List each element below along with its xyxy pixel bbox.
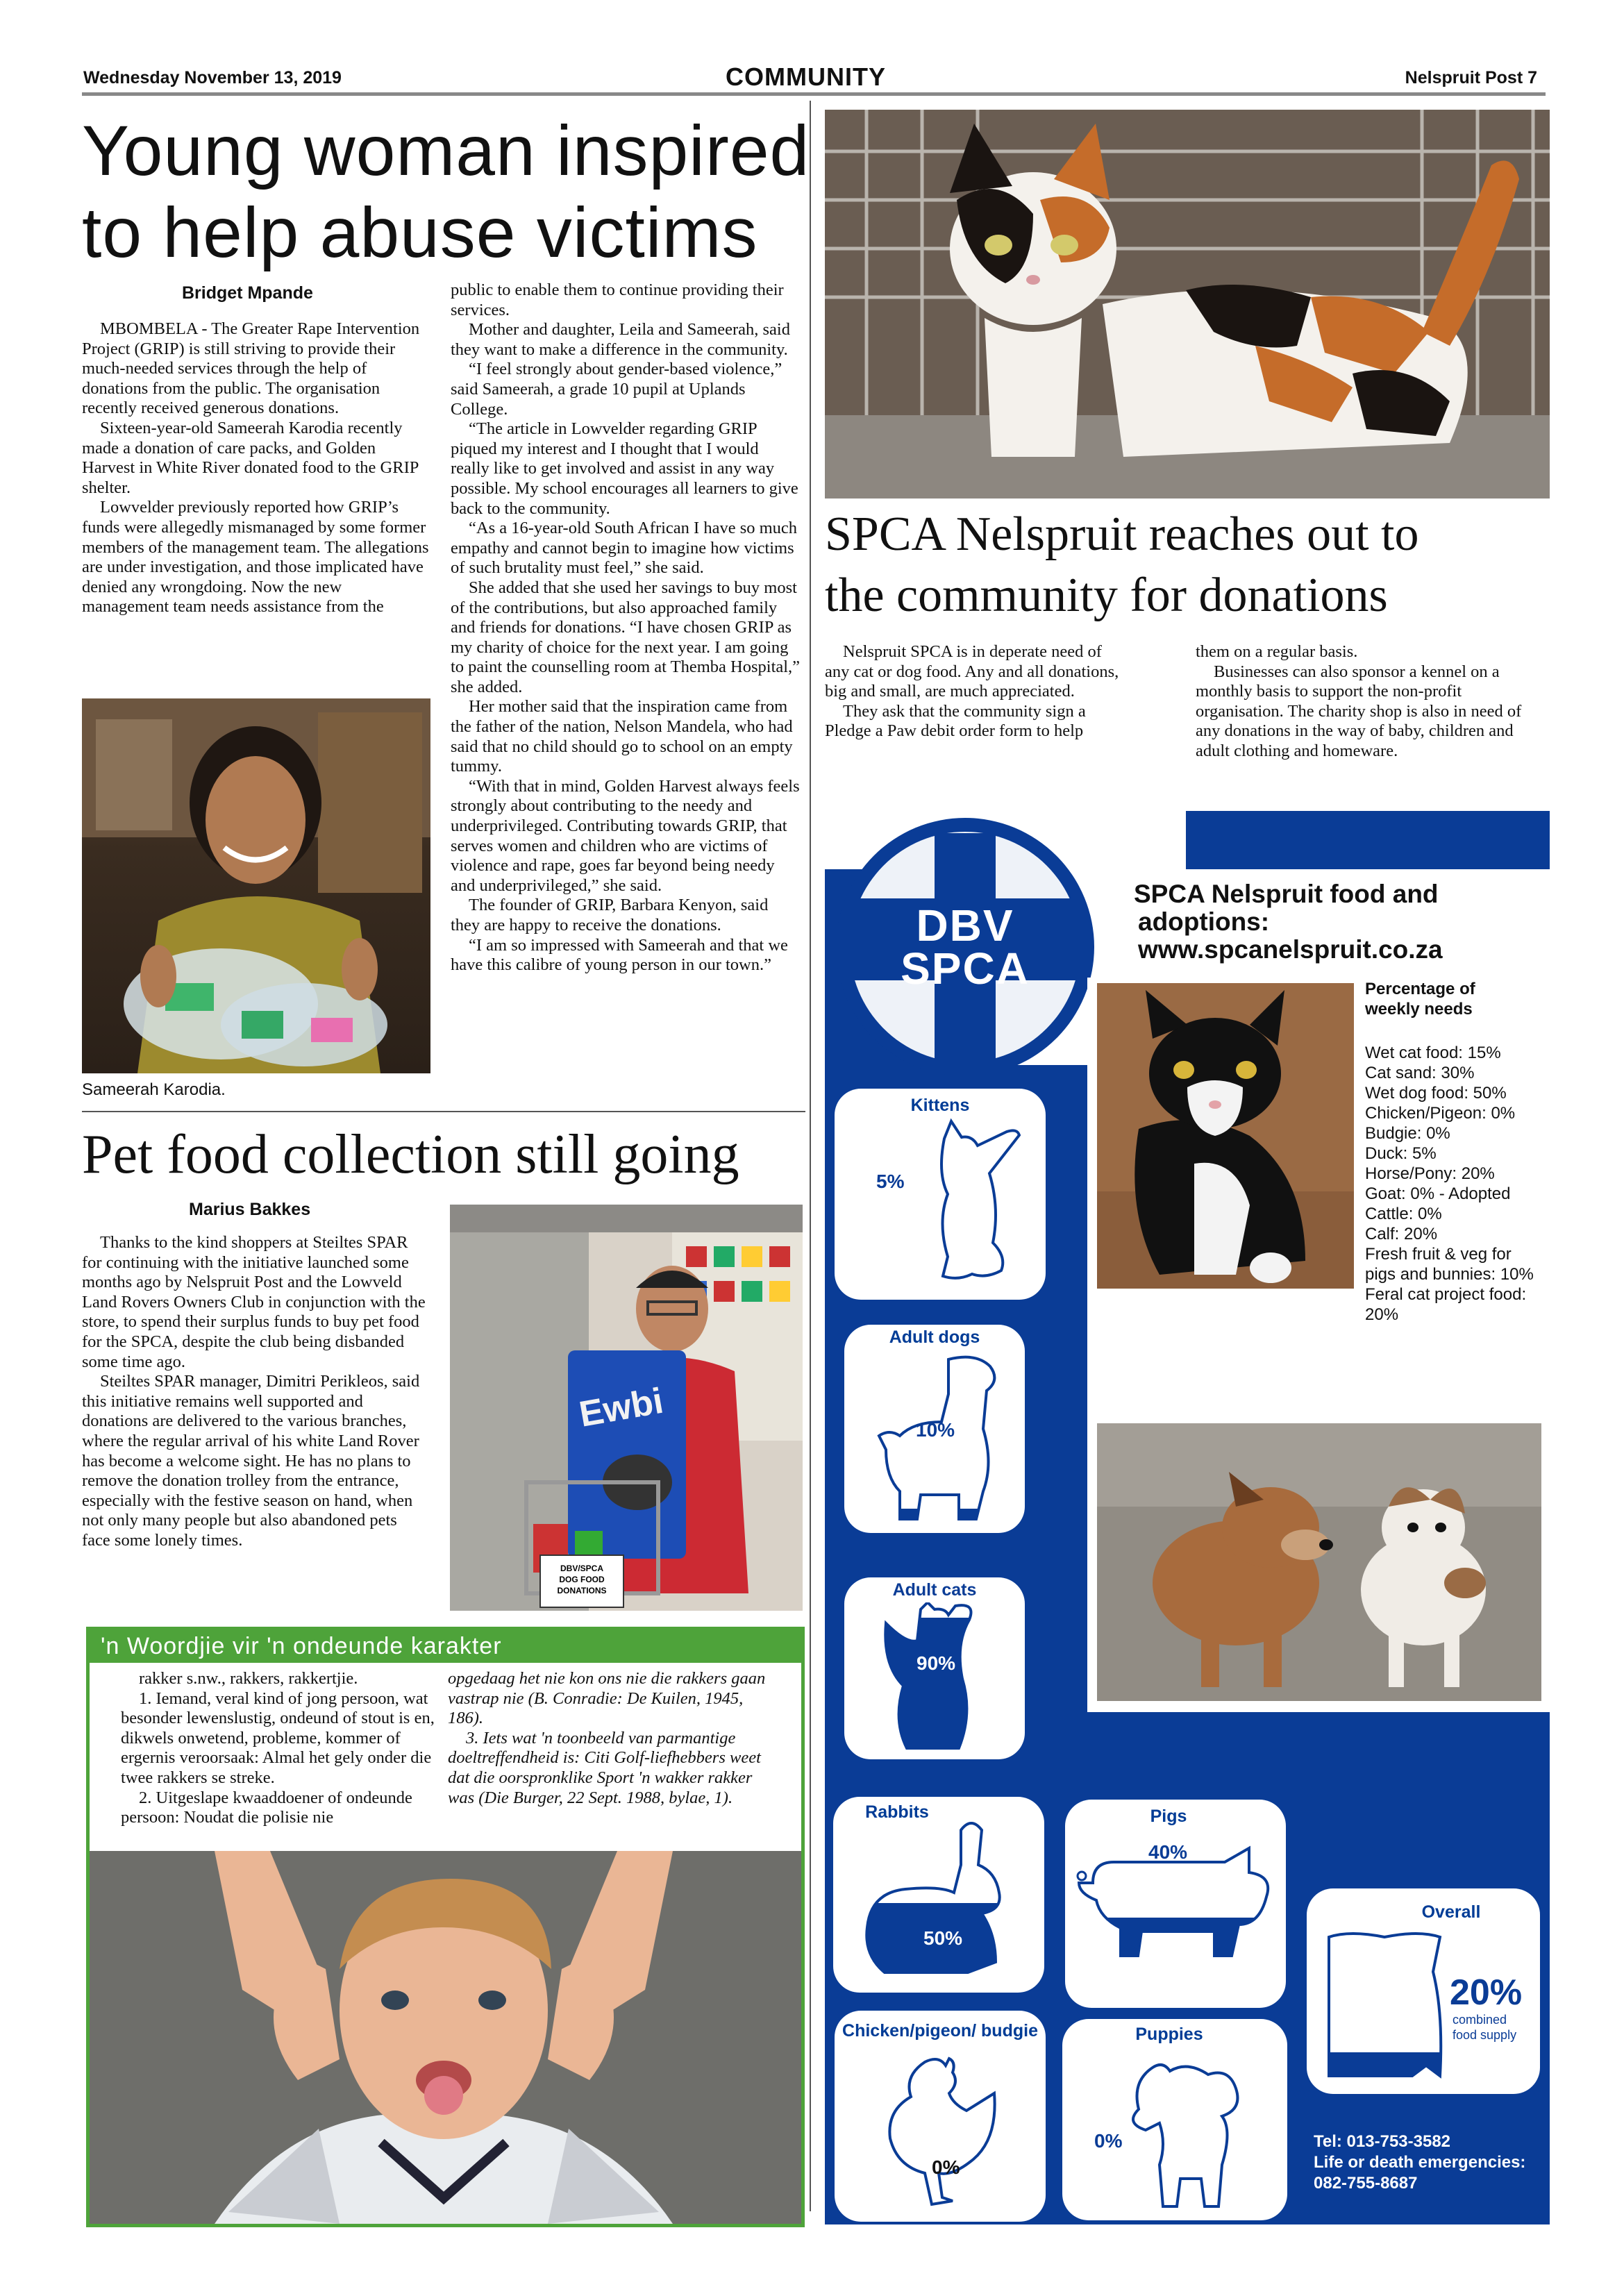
grip-col2-p7: “With that in mind, Golden Harvest always feels strongly about contributing to the needy and underprivileged. Contributing towards GRIP, that serves women and children who are victims of violence and rape, goes far beyond being needy and underprivileged,” she said.: [451, 776, 800, 895]
dbv-spca-logo: [833, 815, 1097, 1079]
rabbits-pct: 50%: [923, 1927, 963, 1949]
petfood-p2: Steiltes SPAR manager, Dimitri Perikleos, said this initiative remains well supported and donations are delivered to the various branches, where the regular arrival of his white Land Rover has become a welcome sight. He has no plans to remove the donation trolley from the entrance, especially with the festive season on hand, when not only many people but also abandoned pets face some lonely times.: [82, 1372, 420, 1550]
grip-col2-p5: She added that she used her savings to buy most of the contributions, but also approached family and friends for donations. “I have chosen GRIP as my charity of choice for the next year. I am going to paint the counselling room at Themba Hospital,” she added.: [451, 578, 801, 696]
grip-bottom-rule: [82, 1111, 805, 1112]
needs-item: Fresh fruit & veg for pigs and bunnies: 10%: [1365, 1245, 1534, 1284]
adult-cats-pct: 90%: [916, 1652, 956, 1674]
contact-emergency-phone[interactable]: 082-755-8687: [1314, 2174, 1418, 2193]
infographic-title: [1134, 880, 1443, 964]
petfood-byline: Marius Bakkes: [189, 1200, 311, 1219]
calico-cat-photo: [825, 110, 1550, 498]
pigs-panel: [1065, 1800, 1286, 2008]
grip-headline-line2: to help abuse victims: [82, 193, 758, 272]
grip-col2-p4: “As a 16-year-old South African I have so much empathy and cannot begin to imagine how victims of such brutality must feel,” she said.: [451, 519, 798, 578]
spca-headline-line1: SPCA Nelspruit reaches out to: [825, 508, 1419, 561]
logo-line2: SPCA: [901, 944, 1030, 994]
chicken-pct: 0%: [932, 2156, 960, 2178]
contact-emergency-label: Life or death emergencies:: [1314, 2153, 1526, 2172]
adult-dogs-pct: 10%: [916, 1419, 955, 1441]
needs-item: Cat sand: 30%: [1365, 1064, 1475, 1082]
needs-list: [1365, 1043, 1539, 1325]
kittens-title: Kittens: [910, 1096, 970, 1115]
needs-item: Cattle: 0%: [1365, 1205, 1442, 1223]
grip-col2-p9: “I am so impressed with Sameerah and that we have this calibre of young person in our town.”: [451, 935, 788, 975]
folio-date: Wednesday November 13, 2019: [83, 68, 342, 87]
needs-item: Wet cat food: 15%: [1365, 1044, 1501, 1062]
grip-col2: [451, 280, 801, 975]
pigs-title: Pigs: [1150, 1807, 1187, 1826]
pigs-pct: 40%: [1148, 1841, 1188, 1863]
spca-headline: [825, 504, 1418, 626]
spca-infographic: [825, 811, 1550, 2224]
needs-heading: Percentage of weekly needs: [1365, 980, 1475, 1019]
spca-headline-line2: the community for donations: [825, 569, 1388, 622]
chicken-icon: [883, 2055, 1001, 2215]
svg-text:DONATIONS: DONATIONS: [557, 1586, 607, 1595]
woordjie-header: 'n Woordjie vir 'n ondeunde karakter: [90, 1630, 801, 1663]
dogs-illustration: [1097, 1423, 1541, 1701]
woordjie-col1-p2: 1. Iemand, veral kind of jong persoon, wat besonder lewenslustig, ondeund of stout is en, dikwels onwetend, probleme, kommer of ergernis veroorsaak: Almal het gely onder die twee rakkers se streke.: [121, 1689, 435, 1787]
woordjie-col2: [448, 1669, 781, 1808]
logo-line1: DBV: [916, 900, 1014, 950]
grip-headline: [82, 110, 810, 274]
boy-photo: [90, 1851, 801, 2224]
svg-text:Ewbi: Ewbi: [576, 1380, 667, 1435]
logo-text: [833, 900, 1097, 994]
needs-item: Calf: 20%: [1365, 1225, 1438, 1243]
grip-col2-p0: public to enable them to continue providing their services.: [451, 280, 784, 319]
grip-col2-p1: Mother and daughter, Leila and Sameerah, said they want to make a difference in the community.: [451, 320, 790, 359]
kitten-icon: [923, 1118, 1035, 1291]
needs-item: Horse/Pony: 20%: [1365, 1164, 1495, 1183]
needs-item: Goat: 0% - Adopted: [1365, 1184, 1511, 1203]
overall-pct: 20%: [1450, 1972, 1523, 2013]
sameerah-photo-illustration: [82, 698, 430, 1073]
grip-col2-p3: “The article in Lowvelder regarding GRIP piqued my interest and I thought that I would really like to get involved and assist in any way possible. My school encourages all learners to give back to the community.: [451, 419, 798, 518]
grip-headline-line1: Young woman inspired: [82, 111, 810, 190]
rabbits-title: Rabbits: [865, 1802, 929, 1822]
food-bag-icon: [1322, 1930, 1447, 2083]
spca-col1-p2: They ask that the community sign a Pledge a Paw debit order form to help: [825, 701, 1086, 741]
petfood-p1: Thanks to the kind shoppers at Steiltes SPAR for continuing with the initiative launched some months ago by Nelspruit Post and the Lowveld Land Rovers Owners Club in conjunction with the store, to spend their surplus funds to buy pet food for the SPCA, despite the club being disbanded some time ago.: [82, 1233, 426, 1371]
overall-title: Overall: [1421, 1902, 1481, 1922]
needs-item: Budgie: 0%: [1365, 1124, 1450, 1143]
grip-col2-p2: “I feel strongly about gender-based violence,” said Sameerah, a grade 10 pupil at Uplands College.: [451, 360, 782, 419]
kittens-pct: 5%: [876, 1171, 905, 1192]
dogs-photo: [1097, 1423, 1541, 1701]
grip-col1-p3: Lowvelder previously reported how GRIP’s funds were allegedly mismanaged by some former members of the management team. The allegations are under investigation, and those implicated have denied any wrongdoing. Now the new management team needs assistance from the: [82, 498, 429, 617]
dimitri-photo-illustration: [450, 1205, 803, 1611]
grip-col2-p8: The founder of GRIP, Barbara Kenyon, said they are happy to receive the donations.: [451, 896, 769, 935]
contact-block: [1314, 2131, 1525, 2194]
svg-text:DOG FOOD: DOG FOOD: [559, 1575, 605, 1584]
woordjie-col1-p1: rakker s.nw., rakkers, rakkertjie.: [139, 1669, 358, 1688]
rabbits-panel: [833, 1797, 1044, 1993]
folio-page: Nelspruit Post 7: [1405, 68, 1537, 87]
spca-col2-p2: Businesses can also sponsor a kennel on a monthly basis to support the non-profit organisation. The charity shop is also in need of any donations in the way of baby, children and adult clothing and homeware.: [1196, 662, 1522, 760]
adult-dogs-title: Adult dogs: [889, 1327, 980, 1347]
adult-cats-panel: [844, 1577, 1025, 1759]
sameerah-photo: [82, 698, 430, 1073]
petfood-headline: Pet food collection still going: [82, 1124, 739, 1185]
overall-panel: [1307, 1888, 1540, 2094]
adult-cat-icon: [879, 1602, 1011, 1755]
spca-col1-p1: Nelspruit SPCA is in deperate need of any cat or dog food. Any and all donations, big and small, are much appreciated.: [825, 642, 1119, 701]
needs-item: Wet dog food: 50%: [1365, 1084, 1507, 1103]
spca-col2-p1: them on a regular basis.: [1196, 642, 1358, 661]
petfood-body: [82, 1233, 429, 1551]
infographic-url[interactable]: www.spcanelspruit.co.za: [1138, 935, 1443, 964]
woordjie-col2-p1: opgedaag het nie kon ons nie die rakkers gaan vastrap nie (B. Conradie: De Kuilen, 1945, 186).: [448, 1669, 766, 1728]
grip-byline: Bridget Mpande: [182, 283, 313, 303]
grip-col1-p2: Sixteen-year-old Sameerah Karodia recently made a donation of care packs, and Golden Harvest in White River donated food to the GRIP shelter.: [82, 418, 419, 497]
puppies-pct: 0%: [1094, 2130, 1123, 2152]
contact-phone[interactable]: Tel: 013-753-3582: [1314, 2132, 1451, 2151]
chicken-title: Chicken/pigeon/ budgie: [842, 2021, 1038, 2041]
needs-item: Duck: 5%: [1365, 1144, 1437, 1163]
spca-col2: [1196, 642, 1550, 762]
infographic-title-line2: adoptions:: [1138, 907, 1270, 936]
grip-col1-p1: MBOMBELA - The Greater Rape Intervention Project (GRIP) is still striving to provide their much-needed services through the help of donations from the public. The organisation recently received generous donations.: [82, 319, 420, 418]
puppies-panel: [1062, 2019, 1287, 2220]
overall-sub: combined food supply: [1453, 2013, 1517, 2042]
needs-item: Chicken/Pigeon: 0%: [1365, 1104, 1516, 1123]
dimitri-photo: [450, 1205, 803, 1611]
kittens-panel: [835, 1089, 1046, 1300]
puppy-icon: [1118, 2054, 1257, 2213]
calico-cat-illustration: [825, 110, 1550, 498]
infographic-title-line1: SPCA Nelspruit food and: [1134, 880, 1439, 908]
kitten-illustration: [1097, 983, 1354, 1289]
svg-text:DBV/SPCA: DBV/SPCA: [560, 1564, 604, 1573]
woordjie-col2-p2: 3. Iets wat 'n toonbeeld van parmantige doeltreffendheid is: Citi Golf-liefhebbers weet dat die oorspronklike Sport 'n wakker rakker was (Die Burger, 22 Sept. 1988, bylae, 1).: [448, 1728, 761, 1807]
boy-photo-illustration: [90, 1851, 801, 2224]
woordjie-box: [86, 1627, 805, 2227]
spca-col1: [825, 642, 1120, 741]
woordjie-col1-p3: 2. Uitgeslape kwaaddoener of ondeunde persoon: Noudat die polisie nie: [121, 1788, 412, 1827]
adult-dogs-panel: [844, 1325, 1025, 1533]
chicken-panel: [835, 2011, 1046, 2222]
grip-col1: [82, 319, 429, 617]
grip-col2-p6: Her mother said that the inspiration came from the father of the nation, Nelson Mandela, who had said that no child should go to school on an empty tummy.: [451, 697, 793, 776]
column-rule: [810, 101, 811, 2211]
rabbit-icon: [857, 1816, 1030, 1990]
puppies-title: Puppies: [1135, 2025, 1203, 2044]
kitten-photo: [1097, 983, 1354, 1289]
grip-caption: Sameerah Karodia.: [82, 1080, 226, 1099]
woordjie-col1: [121, 1669, 439, 1828]
needs-item: Feral cat project food: 20%: [1365, 1285, 1527, 1324]
adult-cats-title: Adult cats: [892, 1580, 977, 1600]
folio-section: COMMUNITY: [726, 62, 886, 91]
folio-rule: [82, 92, 1546, 96]
